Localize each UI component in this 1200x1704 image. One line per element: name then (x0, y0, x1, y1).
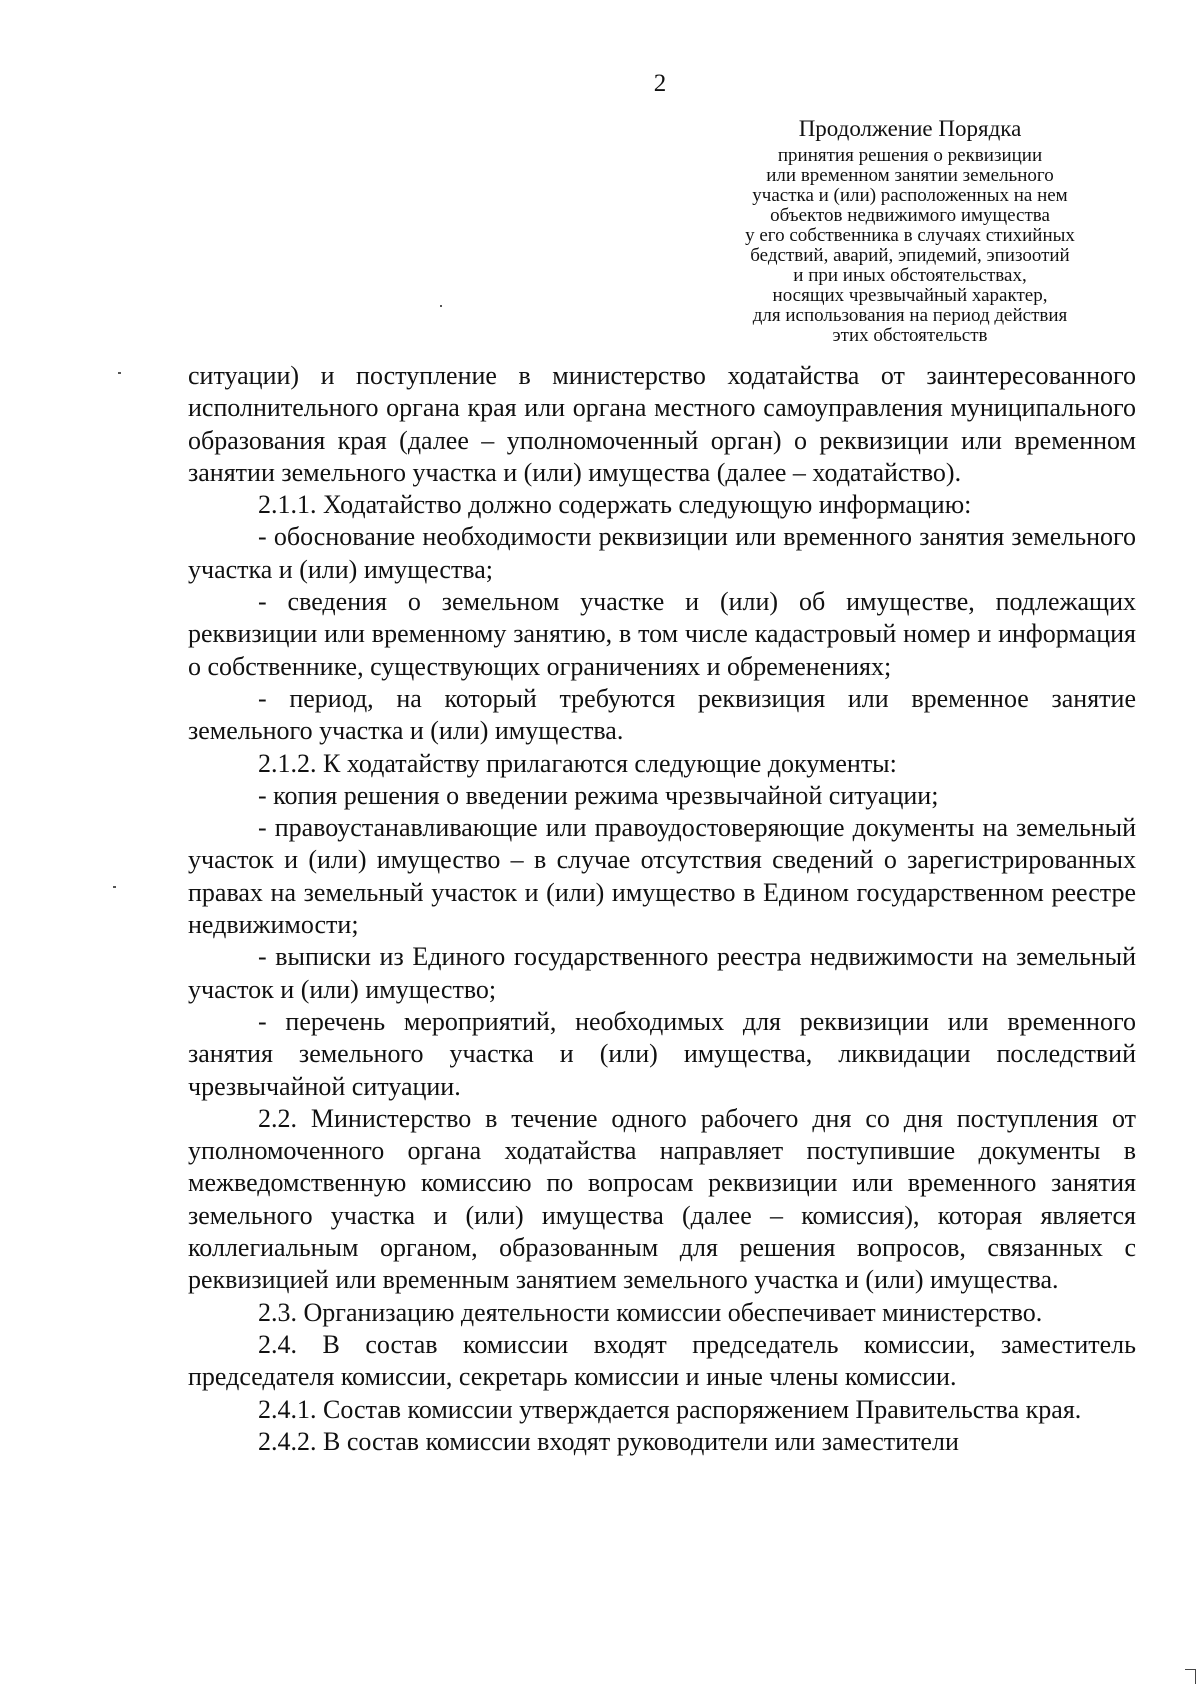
body-paragraph: - копия решения о введении режима чрезвычайной ситуации; (258, 780, 939, 810)
header-line: участка и (или) расположенных на нем (752, 185, 1068, 206)
header-line: или временном занятии земельного (766, 165, 1054, 186)
header-line: бедствий, аварий, эпидемий, эпизоотий (750, 245, 1070, 266)
scan-margin-mark (113, 886, 116, 888)
body-paragraph: 2.1.1. Ходатайство должно содержать следующую информацию: (258, 490, 972, 520)
body-paragraph: - правоустанавливающие или правоудостоверяющие документы на земельный участок и (или) имущество – в случае отсутствия сведений о зарегистрированных правах на земельный участок и (или) имущество в Едином государственном реестре недвижимости; (188, 813, 1136, 940)
header-line: носящих чрезвычайный характер, (772, 285, 1048, 306)
body-paragraph: - выписки из Единого государственного реестра недвижимости на земельный участок и (или) имущество; (188, 942, 1136, 1004)
header-line: объектов недвижимого имущества (770, 205, 1050, 226)
body-paragraph: 2.3. Организацию деятельности комиссии обеспечивает министерство. (258, 1297, 1043, 1327)
body-paragraph: 2.4.2. В состав комиссии входят руководители или заместители (258, 1426, 959, 1456)
document-body (188, 360, 1136, 1458)
header-title: Продолжение Порядка (798, 116, 1022, 141)
header-line: принятия решения о реквизиции (777, 145, 1043, 166)
body-paragraph: 2.4. В состав комиссии входят председатель комиссии, заместитель председателя комиссии, секретарь комиссии и иные члены комиссии. (188, 1329, 1136, 1392)
body-paragraph: - период, на который требуются реквизиция или временное занятие земельного участка и (или) имущества. (188, 683, 1136, 746)
scan-margin-mark (118, 372, 121, 374)
header-line: и при иных обстоятельствах, (793, 265, 1027, 286)
body-paragraph: 2.1.2. К ходатайству прилагаются следующие документы: (258, 748, 897, 778)
document-header (680, 116, 1140, 346)
body-paragraph: - перечень мероприятий, необходимых для реквизиции или временного занятия земельного участка и (или) имущества, ликвидации последствий чрезвычайной ситуации. (188, 1006, 1136, 1101)
scan-corner-mark (1185, 1669, 1196, 1684)
scan-speck (440, 305, 442, 307)
body-paragraph: ситуации) и поступление в министерство ходатайства от заинтересованного исполнительного органа края или органа местного самоуправления муниципального образования края (далее – уполномоченный орган) о реквизиции или временном занятии земельного участка и (или) имущества (далее – ходатайство). (188, 361, 1136, 487)
body-paragraph: 2.2. Министерство в течение одного рабочего дня со дня поступления от уполномоченного органа ходатайства направляет поступившие документы в межведомственную комиссию по вопросам реквизиции или временного занятия земельного участка и (или) имущества (далее – комиссия), которая является коллегиальным органом, образованным для решения вопросов, связанных с реквизицией или временным занятием земельного участка и (или) имущества. (188, 1103, 1136, 1295)
header-line: у его собственника в случаях стихийных (745, 225, 1075, 246)
body-paragraph: - сведения о земельном участке и (или) об имуществе, подлежащих реквизиции или временному занятию, в том числе кадастровый номер и информация о собственнике, существующих ограничениях и обременениях; (188, 587, 1136, 681)
header-line: для использования на период действия (752, 305, 1068, 326)
header-line: этих обстоятельств (832, 325, 988, 346)
body-paragraph: - обоснование необходимости реквизиции или временного занятия земельного участка и (или) имущества; (188, 522, 1136, 584)
page-number: 2 (653, 70, 667, 97)
body-paragraph: 2.4.1. Состав комиссии утверждается распоряжением Правительства края. (258, 1394, 1082, 1424)
